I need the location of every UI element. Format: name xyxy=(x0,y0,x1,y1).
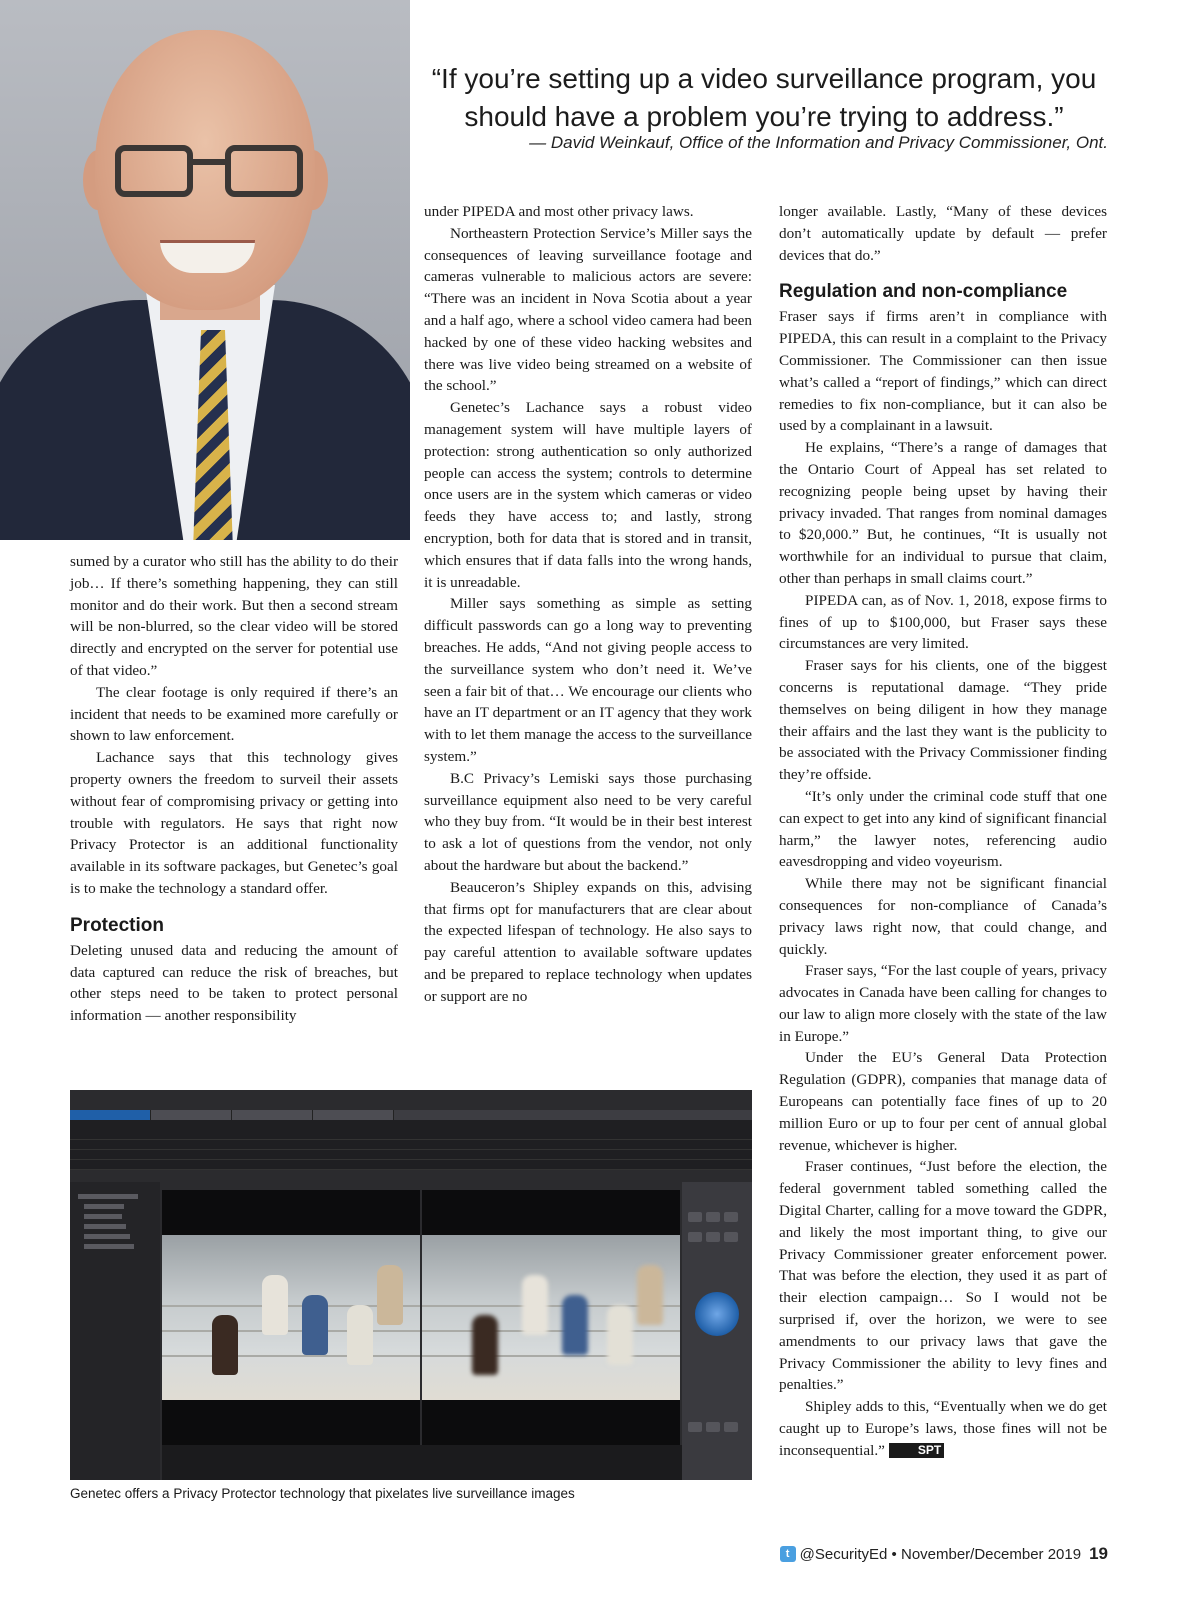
camera-view-blurred xyxy=(162,1190,420,1445)
paragraph: Fraser says if firms aren’t in compliance with PIPEDA, this can result in a complaint to the Privacy Commissioner. The Commissioner can then issue what’s called a “report of findings,” which can direct remedies to fix non-compliance, but it can also be used by a complainant in a lawsuit. xyxy=(779,308,1107,435)
paragraph: The clear footage is only required if there’s an incident that needs to be examined more carefully or shown to law enforcement. xyxy=(70,683,398,745)
page-footer xyxy=(780,1544,1108,1564)
paragraph-final-text: Shipley adds to this, “Eventually when we do get caught up to Europe’s laws, those fines will not be inconsequential.” xyxy=(779,1398,1107,1459)
section-heading-protection: Protection xyxy=(70,914,164,936)
paragraph: Genetec’s Lachance says a robust video management system will have multiple layers of protection: strong authentication so only authorized people can access the system; controls to determine once users are in the system which cameras or video feeds they have access to; and lastly, strong encryption, both for data that is stored and in transit, which ensures that if data falls into the wrong hands, it is unreadable. xyxy=(424,399,752,591)
paragraph-final xyxy=(779,1396,1107,1461)
section-heading-regulation: Regulation and non-compliance xyxy=(779,281,1068,303)
paragraph: Deleting unused data and reducing the amount of data captured can reduce the risk of breaches, but other steps need to be taken to protect personal information — another responsibility xyxy=(70,941,398,1025)
paragraph: “It’s only under the criminal code stuff that one can expect to get into any kind of significant financial harm,” the lawyer notes, referencing audio eavesdropping and video voyeurism. xyxy=(779,787,1107,871)
camera-view-pixelated xyxy=(422,1190,680,1445)
pull-quote: “If you’re setting up a video surveillance program, you should have a problem you’re trying to address.” xyxy=(431,63,1097,132)
paragraph: He explains, “There’s a range of damages that the Ontario Court of Appeal has set related to recognizing people being upset by having their privacy invaded. That ranges from nominal damages to $20,000.” But, he continues, “It is usually not worthwhile for an individual to pursue that claim, other than perhaps in small claims court.” xyxy=(779,439,1107,587)
paragraph: Under the EU’s General Data Protection Regulation (GDPR), companies that manage data of Europeans can potentially face fines of up to 20 million Euro or up to four per cent of annual global revenue, whichever is higher. xyxy=(779,1049,1107,1154)
article-column-3 xyxy=(779,201,1107,1462)
paragraph: B.C Privacy’s Lemiski says those purchasing surveillance equipment also need to be very careful who they buy from. “It would be in their best interest to ask a lot of questions from the vendor, not only about the hardware but about the backend.” xyxy=(424,769,752,874)
article-column-1 xyxy=(70,551,398,1027)
paragraph: While there may not be significant financial consequences for non-compliance of Canada’s privacy laws right now, that could change, and quickly. xyxy=(779,875,1107,958)
paragraph: Northeastern Protection Service’s Miller says the consequences of leaving surveillance footage and cameras vulnerable to malicious actors are severe: “There was an incident in Nova Scotia about a year and a half ago, where a school video camera had been hacked by one of these video hacking websites and there was live video being streamed on a website of the school.” xyxy=(424,224,752,395)
footer-separator: • xyxy=(887,1545,901,1563)
article-column-2 xyxy=(424,201,752,1007)
figure-caption: Genetec offers a Privacy Protector technology that pixelates live surveillance images xyxy=(70,1486,575,1501)
paragraph: sumed by a curator who still has the ability to do their job… If there’s something happening, they can still monitor and do their work. But then a second stream will be non-blurred, so the clear video will be stored directly and encrypted on the server for potential use of that video.” xyxy=(70,553,398,679)
paragraph: under PIPEDA and most other privacy laws. xyxy=(424,203,694,220)
paragraph: Fraser says for his clients, one of the biggest concerns is reputational damage. “They pride themselves on being diligent in how they manage their affairs and the last they want is the publicity to be associated with the Privacy Commissioner finding they’re offside. xyxy=(779,657,1107,784)
twitter-handle: @SecurityEd xyxy=(799,1545,888,1563)
paragraph: longer available. Lastly, “Many of these devices don’t automatically update by default — prefer devices that do.” xyxy=(779,203,1107,264)
paragraph: Fraser continues, “Just before the election, the federal government tabled something called the Digital Charter, calling for a move toward the GDPR, and likely the most important thing, to give our Privacy Commissioner greater enforcement power. That was before the election, they used it as part of their election campaign… So I would not be surprised if, over the horizon, we were to see amendments to our privacy laws that gave the Privacy Commissioner the ability to levy fines and penalties.” xyxy=(779,1158,1107,1394)
page-number: 19 xyxy=(1089,1544,1108,1563)
spt-end-mark: SPT xyxy=(889,1443,944,1458)
paragraph: Fraser says, “For the last couple of years, privacy advocates in Canada have been calling for changes to our law to align more closely with the state of the law in Europe.” xyxy=(779,962,1107,1045)
paragraph: PIPEDA can, as of Nov. 1, 2018, expose firms to fines of up to $100,000, but Fraser says these circumstances are very limited. xyxy=(779,591,1107,653)
surveillance-software-screenshot xyxy=(70,1090,752,1480)
portrait-photo xyxy=(0,0,410,540)
paragraph: Miller says something as simple as setting difficult passwords can go a long way to preventing breaches. He adds, “And not giving people access to the surveillance system who don’t need it. We’ve seen a fair bit of that… We encourage our clients who have an IT department or an IT agency that they work with to let them manage the access to the surveillance system.” xyxy=(424,595,752,765)
paragraph: Lachance says that this technology gives property owners the freedom to surveil their assets without fear of compromising privacy or getting into trouble with regulators. He says that right now Privacy Protector is an additional functionality available in its software packages, but Genetec’s goal is to make the technology a standard offer. xyxy=(70,749,398,897)
paragraph: Beauceron’s Shipley expands on this, advising that firms opt for manufacturers that are clear about the expected lifespan of technology. He also says to pay careful attention to available software updates and be prepared to replace technology when updates or support are no xyxy=(424,878,752,1005)
pull-quote-attribution: — David Weinkauf, Office of the Information and Privacy Commissioner, Ont. xyxy=(529,133,1108,152)
issue-date: November/December 2019 xyxy=(900,1545,1082,1563)
twitter-icon: t xyxy=(780,1546,796,1562)
